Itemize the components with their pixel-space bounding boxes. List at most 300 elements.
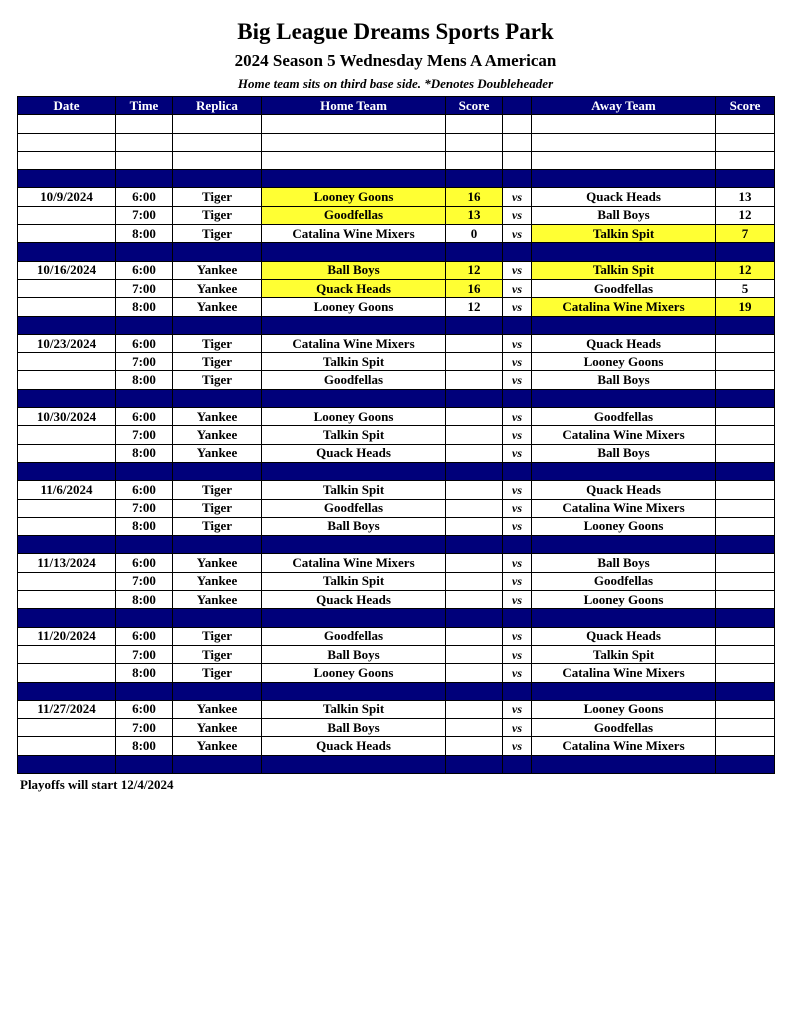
- separator-cell: [116, 682, 173, 700]
- separator-cell: [503, 755, 532, 773]
- separator-cell: [532, 389, 716, 407]
- field-replica-cell: Tiger: [173, 371, 262, 389]
- column-header-away-score: Score: [716, 97, 775, 115]
- home-score-cell: [446, 353, 503, 371]
- game-time-cell: 8:00: [116, 591, 173, 609]
- game-time-cell: 8:00: [116, 664, 173, 682]
- game-time-cell: 8:00: [116, 371, 173, 389]
- blank-cell: [716, 115, 775, 133]
- away-team-cell: Catalina Wine Mixers: [532, 426, 716, 444]
- blank-cell: [446, 133, 503, 151]
- separator-cell: [173, 170, 262, 188]
- game-row: [18, 408, 775, 426]
- game-row: [18, 700, 775, 718]
- blank-cell: [262, 133, 446, 151]
- game-date-cell: [18, 225, 116, 243]
- vs-cell: vs: [503, 225, 532, 243]
- away-score-cell: [716, 645, 775, 663]
- page-subtitle: 2024 Season 5 Wednesday Mens A American: [234, 51, 557, 70]
- away-team-cell: Quack Heads: [532, 627, 716, 645]
- week-separator-row: [18, 316, 775, 334]
- blank-cell: [18, 133, 116, 151]
- away-team-cell: Goodfellas: [532, 572, 716, 590]
- field-replica-cell: Yankee: [173, 279, 262, 297]
- game-row: [18, 719, 775, 737]
- home-score-cell: [446, 591, 503, 609]
- field-replica-cell: Yankee: [173, 700, 262, 718]
- playoffs-note: Playoffs will start 12/4/2024: [20, 777, 174, 792]
- away-score-cell: 13: [716, 188, 775, 206]
- away-score-cell: 5: [716, 279, 775, 297]
- game-row: [18, 664, 775, 682]
- away-team-cell: Looney Goons: [532, 517, 716, 535]
- game-date-cell: [18, 444, 116, 462]
- separator-cell: [532, 682, 716, 700]
- separator-cell: [18, 755, 116, 773]
- field-replica-cell: Tiger: [173, 334, 262, 352]
- home-score-cell: 0: [446, 225, 503, 243]
- separator-cell: [446, 609, 503, 627]
- away-team-cell: Talkin Spit: [532, 225, 716, 243]
- away-team-cell: Looney Goons: [532, 353, 716, 371]
- game-time-cell: 8:00: [116, 225, 173, 243]
- home-team-cell: Quack Heads: [262, 737, 446, 755]
- vs-cell: vs: [503, 188, 532, 206]
- game-date-cell: 10/16/2024: [18, 261, 116, 279]
- game-row: [18, 481, 775, 499]
- field-replica-cell: Yankee: [173, 261, 262, 279]
- game-time-cell: 6:00: [116, 408, 173, 426]
- away-score-cell: [716, 426, 775, 444]
- game-row: [18, 188, 775, 206]
- week-separator-row: [18, 170, 775, 188]
- week-separator-row: [18, 682, 775, 700]
- column-header-date: Date: [18, 97, 116, 115]
- home-team-cell: Quack Heads: [262, 444, 446, 462]
- away-team-cell: Goodfellas: [532, 279, 716, 297]
- week-separator-row: [18, 755, 775, 773]
- home-team-cell: Ball Boys: [262, 261, 446, 279]
- field-replica-cell: Yankee: [173, 444, 262, 462]
- vs-cell: vs: [503, 279, 532, 297]
- blank-row: [18, 151, 775, 169]
- home-team-cell: Talkin Spit: [262, 353, 446, 371]
- blank-cell: [503, 133, 532, 151]
- home-team-cell: Goodfellas: [262, 499, 446, 517]
- vs-cell: vs: [503, 261, 532, 279]
- vs-cell: vs: [503, 334, 532, 352]
- away-team-cell: Goodfellas: [532, 408, 716, 426]
- separator-cell: [446, 243, 503, 261]
- separator-cell: [716, 316, 775, 334]
- separator-cell: [173, 462, 262, 480]
- field-replica-cell: Yankee: [173, 298, 262, 316]
- game-row: [18, 645, 775, 663]
- separator-cell: [262, 536, 446, 554]
- away-score-cell: [716, 591, 775, 609]
- game-row: [18, 353, 775, 371]
- field-replica-cell: Yankee: [173, 408, 262, 426]
- home-score-cell: [446, 371, 503, 389]
- separator-cell: [532, 536, 716, 554]
- vs-cell: vs: [503, 499, 532, 517]
- home-score-cell: [446, 444, 503, 462]
- game-time-cell: 6:00: [116, 188, 173, 206]
- home-team-cell: Talkin Spit: [262, 572, 446, 590]
- field-replica-cell: Tiger: [173, 206, 262, 224]
- away-score-cell: [716, 353, 775, 371]
- game-time-cell: 7:00: [116, 572, 173, 590]
- home-score-cell: [446, 737, 503, 755]
- away-score-cell: [716, 499, 775, 517]
- separator-cell: [116, 609, 173, 627]
- away-team-cell: Looney Goons: [532, 591, 716, 609]
- game-date-cell: [18, 371, 116, 389]
- game-time-cell: 8:00: [116, 444, 173, 462]
- blank-cell: [173, 115, 262, 133]
- away-score-cell: 12: [716, 206, 775, 224]
- vs-cell: vs: [503, 572, 532, 590]
- home-score-cell: [446, 664, 503, 682]
- home-score-cell: [446, 334, 503, 352]
- game-time-cell: 7:00: [116, 426, 173, 444]
- separator-cell: [173, 536, 262, 554]
- game-row: [18, 279, 775, 297]
- field-replica-cell: Tiger: [173, 499, 262, 517]
- away-team-cell: Talkin Spit: [532, 261, 716, 279]
- away-score-cell: [716, 737, 775, 755]
- game-time-cell: 8:00: [116, 517, 173, 535]
- game-time-cell: 8:00: [116, 737, 173, 755]
- field-replica-cell: Yankee: [173, 426, 262, 444]
- field-replica-cell: Tiger: [173, 664, 262, 682]
- separator-cell: [503, 243, 532, 261]
- separator-cell: [503, 682, 532, 700]
- separator-cell: [716, 170, 775, 188]
- separator-cell: [446, 170, 503, 188]
- blank-cell: [262, 115, 446, 133]
- game-date-cell: [18, 572, 116, 590]
- blank-cell: [503, 151, 532, 169]
- schedule-table: [17, 96, 775, 774]
- game-date-cell: [18, 279, 116, 297]
- separator-cell: [532, 755, 716, 773]
- vs-cell: vs: [503, 298, 532, 316]
- field-replica-cell: Yankee: [173, 591, 262, 609]
- vs-cell: vs: [503, 554, 532, 572]
- away-score-cell: 19: [716, 298, 775, 316]
- blank-cell: [18, 151, 116, 169]
- home-team-cell: Quack Heads: [262, 591, 446, 609]
- game-time-cell: 7:00: [116, 353, 173, 371]
- home-score-cell: 16: [446, 188, 503, 206]
- field-replica-cell: Yankee: [173, 572, 262, 590]
- home-score-cell: [446, 572, 503, 590]
- game-row: [18, 225, 775, 243]
- table-header-row: [18, 97, 775, 115]
- separator-cell: [503, 170, 532, 188]
- separator-cell: [18, 316, 116, 334]
- away-team-cell: Ball Boys: [532, 371, 716, 389]
- game-row: [18, 591, 775, 609]
- game-date-cell: [18, 517, 116, 535]
- separator-cell: [18, 536, 116, 554]
- field-replica-cell: Yankee: [173, 719, 262, 737]
- vs-cell: vs: [503, 481, 532, 499]
- home-team-cell: Catalina Wine Mixers: [262, 225, 446, 243]
- game-date-cell: 11/27/2024: [18, 700, 116, 718]
- separator-cell: [503, 389, 532, 407]
- vs-cell: vs: [503, 664, 532, 682]
- blank-cell: [116, 115, 173, 133]
- blank-cell: [446, 115, 503, 133]
- away-score-cell: [716, 481, 775, 499]
- game-row: [18, 298, 775, 316]
- separator-cell: [116, 462, 173, 480]
- game-time-cell: 7:00: [116, 719, 173, 737]
- away-team-cell: Quack Heads: [532, 334, 716, 352]
- home-team-cell: Ball Boys: [262, 517, 446, 535]
- away-score-cell: [716, 627, 775, 645]
- blank-cell: [532, 151, 716, 169]
- home-team-cell: Catalina Wine Mixers: [262, 334, 446, 352]
- away-team-cell: Catalina Wine Mixers: [532, 298, 716, 316]
- separator-cell: [446, 316, 503, 334]
- game-date-cell: 11/20/2024: [18, 627, 116, 645]
- game-time-cell: 8:00: [116, 298, 173, 316]
- vs-cell: vs: [503, 627, 532, 645]
- separator-cell: [18, 243, 116, 261]
- away-team-cell: Looney Goons: [532, 700, 716, 718]
- column-header-replica: Replica: [173, 97, 262, 115]
- home-score-cell: [446, 517, 503, 535]
- game-row: [18, 499, 775, 517]
- home-score-cell: [446, 645, 503, 663]
- game-date-cell: 10/23/2024: [18, 334, 116, 352]
- game-time-cell: 7:00: [116, 279, 173, 297]
- blank-cell: [532, 133, 716, 151]
- home-score-cell: 12: [446, 298, 503, 316]
- game-date-cell: [18, 206, 116, 224]
- week-separator-row: [18, 462, 775, 480]
- separator-cell: [446, 462, 503, 480]
- away-score-cell: [716, 371, 775, 389]
- column-header-time: Time: [116, 97, 173, 115]
- home-team-cell: Looney Goons: [262, 408, 446, 426]
- home-team-cell: Goodfellas: [262, 206, 446, 224]
- week-separator-row: [18, 243, 775, 261]
- away-score-cell: [716, 719, 775, 737]
- separator-cell: [446, 389, 503, 407]
- separator-cell: [503, 609, 532, 627]
- away-team-cell: Ball Boys: [532, 206, 716, 224]
- home-team-cell: Talkin Spit: [262, 481, 446, 499]
- home-team-cell: Quack Heads: [262, 279, 446, 297]
- home-team-cell: Ball Boys: [262, 719, 446, 737]
- separator-cell: [262, 170, 446, 188]
- home-score-cell: [446, 426, 503, 444]
- vs-cell: vs: [503, 517, 532, 535]
- away-team-cell: Ball Boys: [532, 554, 716, 572]
- away-team-cell: Quack Heads: [532, 188, 716, 206]
- separator-cell: [262, 462, 446, 480]
- away-score-cell: [716, 664, 775, 682]
- separator-cell: [173, 243, 262, 261]
- separator-cell: [262, 243, 446, 261]
- home-score-cell: [446, 627, 503, 645]
- separator-cell: [18, 389, 116, 407]
- away-team-cell: Talkin Spit: [532, 645, 716, 663]
- home-score-cell: [446, 408, 503, 426]
- game-time-cell: 6:00: [116, 261, 173, 279]
- away-team-cell: Catalina Wine Mixers: [532, 664, 716, 682]
- separator-cell: [173, 755, 262, 773]
- field-replica-cell: Yankee: [173, 737, 262, 755]
- separator-cell: [173, 609, 262, 627]
- game-date-cell: [18, 591, 116, 609]
- column-header-away-team: Away Team: [532, 97, 716, 115]
- home-team-cell: Looney Goons: [262, 188, 446, 206]
- separator-cell: [716, 462, 775, 480]
- vs-cell: vs: [503, 371, 532, 389]
- vs-cell: vs: [503, 426, 532, 444]
- separator-cell: [262, 609, 446, 627]
- away-score-cell: 12: [716, 261, 775, 279]
- away-team-cell: Catalina Wine Mixers: [532, 499, 716, 517]
- blank-cell: [716, 151, 775, 169]
- vs-cell: vs: [503, 645, 532, 663]
- away-score-cell: [716, 572, 775, 590]
- separator-cell: [262, 389, 446, 407]
- game-time-cell: 6:00: [116, 481, 173, 499]
- game-date-cell: 11/13/2024: [18, 554, 116, 572]
- home-score-cell: [446, 719, 503, 737]
- separator-cell: [18, 609, 116, 627]
- separator-cell: [716, 536, 775, 554]
- blank-cell: [503, 115, 532, 133]
- blank-cell: [532, 115, 716, 133]
- blank-cell: [116, 133, 173, 151]
- column-header-home-team: Home Team: [262, 97, 446, 115]
- vs-cell: vs: [503, 591, 532, 609]
- field-replica-cell: Tiger: [173, 481, 262, 499]
- field-replica-cell: Tiger: [173, 225, 262, 243]
- vs-cell: vs: [503, 737, 532, 755]
- game-time-cell: 6:00: [116, 554, 173, 572]
- field-replica-cell: Tiger: [173, 645, 262, 663]
- home-team-cell: Looney Goons: [262, 298, 446, 316]
- separator-cell: [532, 609, 716, 627]
- column-header-home-score: Score: [446, 97, 503, 115]
- separator-cell: [446, 755, 503, 773]
- game-date-cell: [18, 737, 116, 755]
- home-score-cell: [446, 499, 503, 517]
- home-team-cell: Goodfellas: [262, 371, 446, 389]
- vs-cell: vs: [503, 408, 532, 426]
- game-row: [18, 334, 775, 352]
- game-row: [18, 426, 775, 444]
- away-team-cell: Goodfellas: [532, 719, 716, 737]
- away-score-cell: [716, 408, 775, 426]
- game-date-cell: [18, 664, 116, 682]
- game-time-cell: 7:00: [116, 645, 173, 663]
- away-team-cell: Catalina Wine Mixers: [532, 737, 716, 755]
- blank-cell: [173, 133, 262, 151]
- blank-cell: [446, 151, 503, 169]
- game-date-cell: [18, 645, 116, 663]
- home-score-cell: 16: [446, 279, 503, 297]
- field-replica-cell: Yankee: [173, 554, 262, 572]
- separator-cell: [262, 755, 446, 773]
- separator-cell: [116, 389, 173, 407]
- separator-cell: [716, 755, 775, 773]
- away-score-cell: [716, 334, 775, 352]
- away-team-cell: Quack Heads: [532, 481, 716, 499]
- game-time-cell: 6:00: [116, 700, 173, 718]
- game-row: [18, 371, 775, 389]
- week-separator-row: [18, 389, 775, 407]
- column-header-vs: [503, 97, 532, 115]
- home-team-cell: Catalina Wine Mixers: [262, 554, 446, 572]
- blank-cell: [262, 151, 446, 169]
- home-team-cell: Goodfellas: [262, 627, 446, 645]
- field-replica-cell: Tiger: [173, 517, 262, 535]
- home-score-cell: [446, 481, 503, 499]
- separator-cell: [262, 682, 446, 700]
- game-row: [18, 444, 775, 462]
- schedule-note: Home team sits on third base side. *Denotes Doubleheader: [237, 76, 554, 91]
- separator-cell: [173, 682, 262, 700]
- separator-cell: [532, 462, 716, 480]
- separator-cell: [116, 755, 173, 773]
- game-date-cell: [18, 353, 116, 371]
- separator-cell: [116, 536, 173, 554]
- schedule-body: [18, 115, 775, 774]
- vs-cell: vs: [503, 206, 532, 224]
- vs-cell: vs: [503, 353, 532, 371]
- game-date-cell: [18, 719, 116, 737]
- separator-cell: [262, 316, 446, 334]
- away-score-cell: [716, 700, 775, 718]
- separator-cell: [503, 462, 532, 480]
- vs-cell: vs: [503, 700, 532, 718]
- game-time-cell: 6:00: [116, 334, 173, 352]
- separator-cell: [532, 243, 716, 261]
- blank-cell: [116, 151, 173, 169]
- week-separator-row: [18, 609, 775, 627]
- separator-cell: [173, 389, 262, 407]
- separator-cell: [173, 316, 262, 334]
- game-date-cell: [18, 499, 116, 517]
- separator-cell: [18, 682, 116, 700]
- home-team-cell: Talkin Spit: [262, 426, 446, 444]
- separator-cell: [503, 316, 532, 334]
- blank-cell: [173, 151, 262, 169]
- separator-cell: [716, 389, 775, 407]
- game-time-cell: 7:00: [116, 206, 173, 224]
- game-row: [18, 261, 775, 279]
- away-score-cell: [716, 554, 775, 572]
- separator-cell: [116, 243, 173, 261]
- home-score-cell: 12: [446, 261, 503, 279]
- game-row: [18, 206, 775, 224]
- separator-cell: [716, 243, 775, 261]
- game-row: [18, 737, 775, 755]
- separator-cell: [446, 536, 503, 554]
- vs-cell: vs: [503, 444, 532, 462]
- game-time-cell: 6:00: [116, 627, 173, 645]
- home-team-cell: Talkin Spit: [262, 700, 446, 718]
